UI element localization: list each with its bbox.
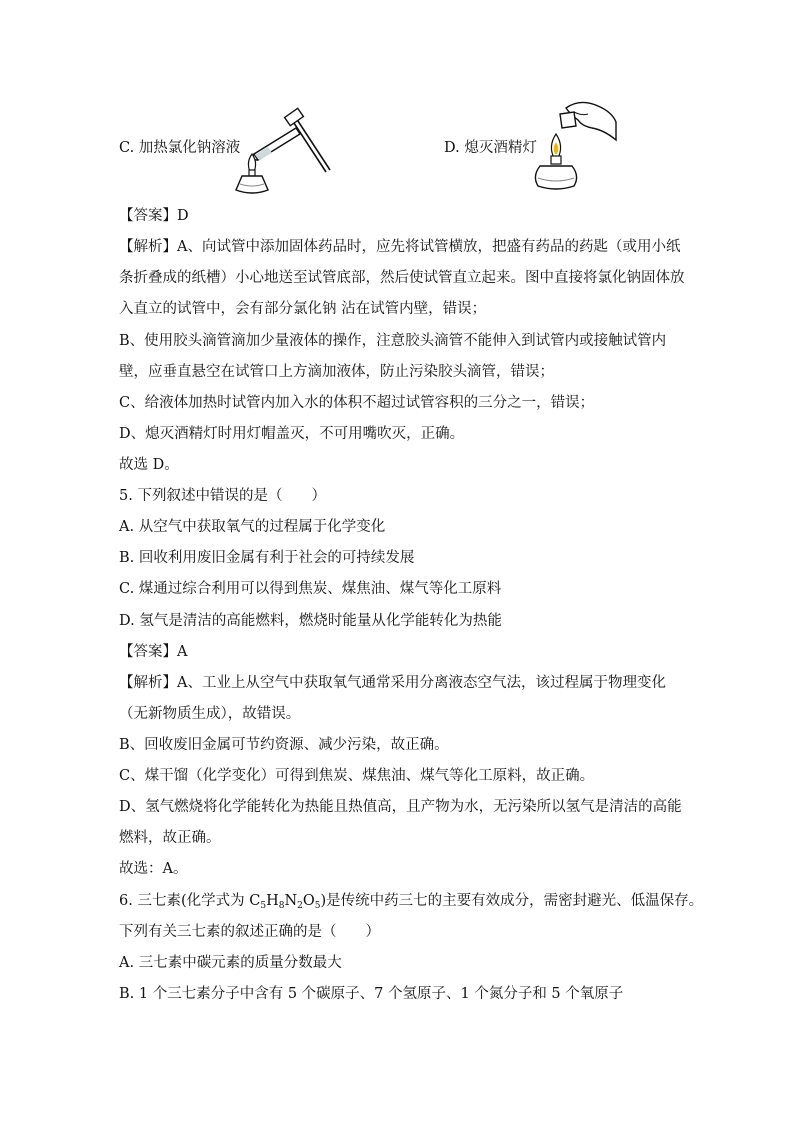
q5-analysis-line: C、煤干馏（化学变化）可得到焦炭、煤焦油、煤气等化工原料，故正确。 <box>119 768 595 784</box>
q5-analysis-line: B、回收废旧金属可节约资源、减少污染，故正确。 <box>119 737 449 753</box>
q5-analysis-line: D、氢气燃烧将化学能转化为热能且热值高，且产物为水，无污染所以氢气是清洁的高能 <box>119 799 682 815</box>
q5-stem: 5. 下列叙述中错误的是（ ） <box>119 488 326 504</box>
q5-option-b: B. 回收利用废旧金属有利于社会的可持续发展 <box>119 550 415 566</box>
q4-answer: 【答案】D <box>119 208 189 224</box>
q4-analysis-line: 条折叠成的纸槽）小心地送至试管底部，然后使试管直立起来。图中直接将氯化钠固体放 <box>119 270 685 286</box>
q6-option-b: B. 1 个三七素分子中含有 5 个碳原子、7 个氢原子、1 个氮分子和 5 个氧原子 <box>119 986 624 1002</box>
q5-option-a: A. 从空气中获取氧气的过程属于化学变化 <box>119 519 386 535</box>
q4-analysis-line: C、给液体加热时试管内加入水的体积不超过试管容积的三分之一，错误； <box>119 395 595 411</box>
option-d-label: D. 熄灭酒精灯 <box>444 140 537 156</box>
q6-option-a: A. 三七素中碳元素的质量分数最大 <box>119 955 342 971</box>
q5-analysis-line: 燃料，故正确。 <box>119 830 221 846</box>
extinguishing-alcohol-lamp-figure <box>530 100 620 192</box>
option-c-label: C. 加热氯化钠溶液 <box>119 140 241 156</box>
q4-analysis-line: D、熄灭酒精灯时用灯帽盖灭，不可用嘴吹灭，正确。 <box>119 426 465 442</box>
q6-stem-line2: 下列有关三七素的叙述正确的是（ ） <box>119 924 380 940</box>
heating-test-tube-figure <box>234 106 334 194</box>
q5-analysis-line: 故选：A。 <box>119 861 188 877</box>
q5-analysis-line: （无新物质生成），故错误。 <box>119 706 301 722</box>
chemical-formula: $C_5H_8N_2O_5$ <box>249 893 321 911</box>
q5-option-d: D. 氢气是清洁的高能燃料，燃烧时能量从化学能转化为热能 <box>119 613 502 629</box>
q4-analysis-line: 故选 D。 <box>119 457 179 473</box>
q4-analysis-line: B、使用胶头滴管滴加少量液体的操作，注意胶头滴管不能伸入到试管内或接触试管内 <box>119 333 667 349</box>
q6-stem-prefix: 6. 三七素(化学式为 <box>119 893 250 909</box>
q5-analysis-line: 【解析】A、工业上从空气中获取氧气通常采用分离液态空气法，该过程属于物理变化 <box>119 675 666 691</box>
q5-option-c: C. 煤通过综合利用可以得到焦炭、煤焦油、煤气等化工原料 <box>119 581 502 597</box>
q6-stem-suffix: )是传统中药三七的主要有效成分，需密封避光、低温保存。 <box>320 893 704 909</box>
q5-answer: 【答案】A <box>119 644 188 660</box>
q4-analysis-line: 壁，应垂直悬空在试管口上方滴加液体，防止污染胶头滴管，错误； <box>119 364 554 380</box>
q4-analysis-line: 【解析】A、向试管中添加固体药品时，应先将试管横放，把盛有药品的药匙（或用小纸 <box>119 239 681 255</box>
q6-stem <box>119 891 703 911</box>
q4-analysis-line: 入直立的试管中，会有部分氯化钠 沾在试管内壁，错误； <box>119 301 487 317</box>
